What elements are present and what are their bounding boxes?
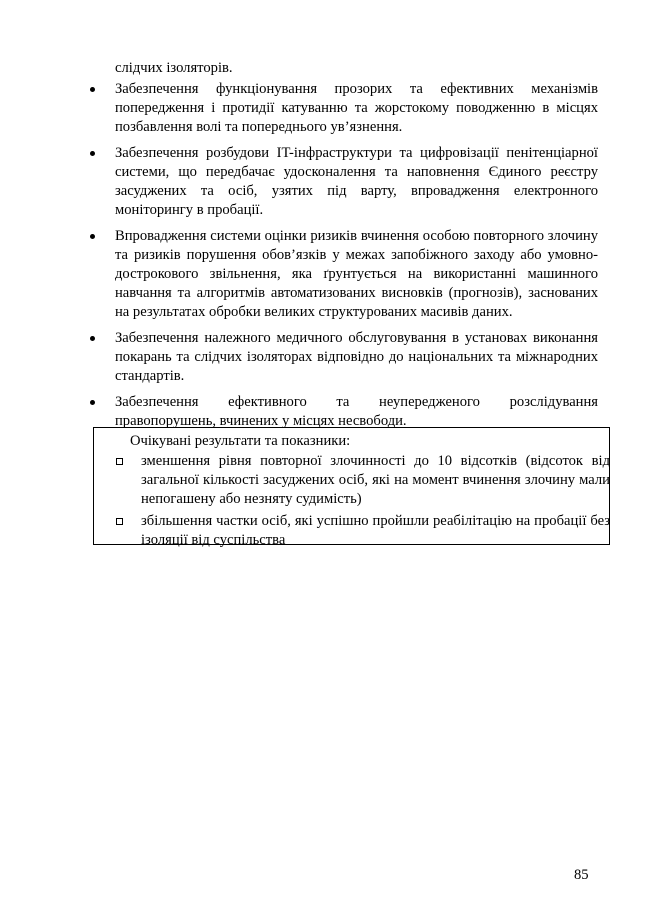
bullet-dot-icon [90,400,95,405]
bullet-item [88,80,598,137]
bullet-dot-icon [90,234,95,239]
bullet-dot-icon [90,151,95,156]
bullet-item [88,227,598,322]
bullet-dot-icon [90,87,95,92]
result-item [114,452,610,509]
result-item [114,512,610,550]
bullet-text: Забезпечення ефективного та неупередженого розслідування правопорушень, вчинених у місцях несвободи. [115,394,598,429]
bullet-text: Забезпечення належного медичного обслуговування в установах виконання покарань та слідчих ізоляторах відповідно до національних та міжнародних стандартів. [115,330,598,384]
results-list [114,452,610,553]
expected-results-box [93,427,610,548]
bullet-text: Впровадження системи оцінки ризиків вчинення особою повторного злочину та ризиків порушення обов’язків у межах запобіжного заходу або умовно-дострокового звільнення, яка ґрунтується на використанні машинного навчання та алгоритмів автоматизованих висновків (прогнозів), заснованих на результатах обробки великих структурованих масивів даних. [115,228,598,320]
bullet-text: Забезпечення функціонування прозорих та ефективних механізмів попередження і протидії катуванню та жорстокому поводженню в місцях позбавлення волі та попереднього ув’язнення. [115,81,598,135]
square-bullet-icon [116,518,123,525]
tasks-bullet-list [88,80,598,438]
result-text: зменшення рівня повторної злочинності до 10 відсотків (відсоток від загальної кількості засуджених осіб, які на момент вчинення злочину мали непогашену або незняту судимість) [141,453,610,507]
bullet-item [88,329,598,386]
result-text: збільшення частки осіб, які успішно пройшли реабілітацію на пробації без ізоляції від суспільства [141,513,610,548]
results-title: Очікувані результати та показники: [130,433,351,449]
square-bullet-icon [116,458,123,465]
page-number: 85 [574,867,589,883]
bullet-text: Забезпечення розбудови IT-інфраструктури та цифровізації пенітенціарної системи, що передбачає удосконалення та наповнення Єдиного реєстру засуджених та осіб, узятих під варту, впровадження електронного моніторингу в пробації. [115,145,598,218]
bullet-item [88,393,598,431]
continuation-text: слідчих ізоляторів. [115,60,233,76]
bullet-item [88,144,598,220]
bullet-dot-icon [90,336,95,341]
